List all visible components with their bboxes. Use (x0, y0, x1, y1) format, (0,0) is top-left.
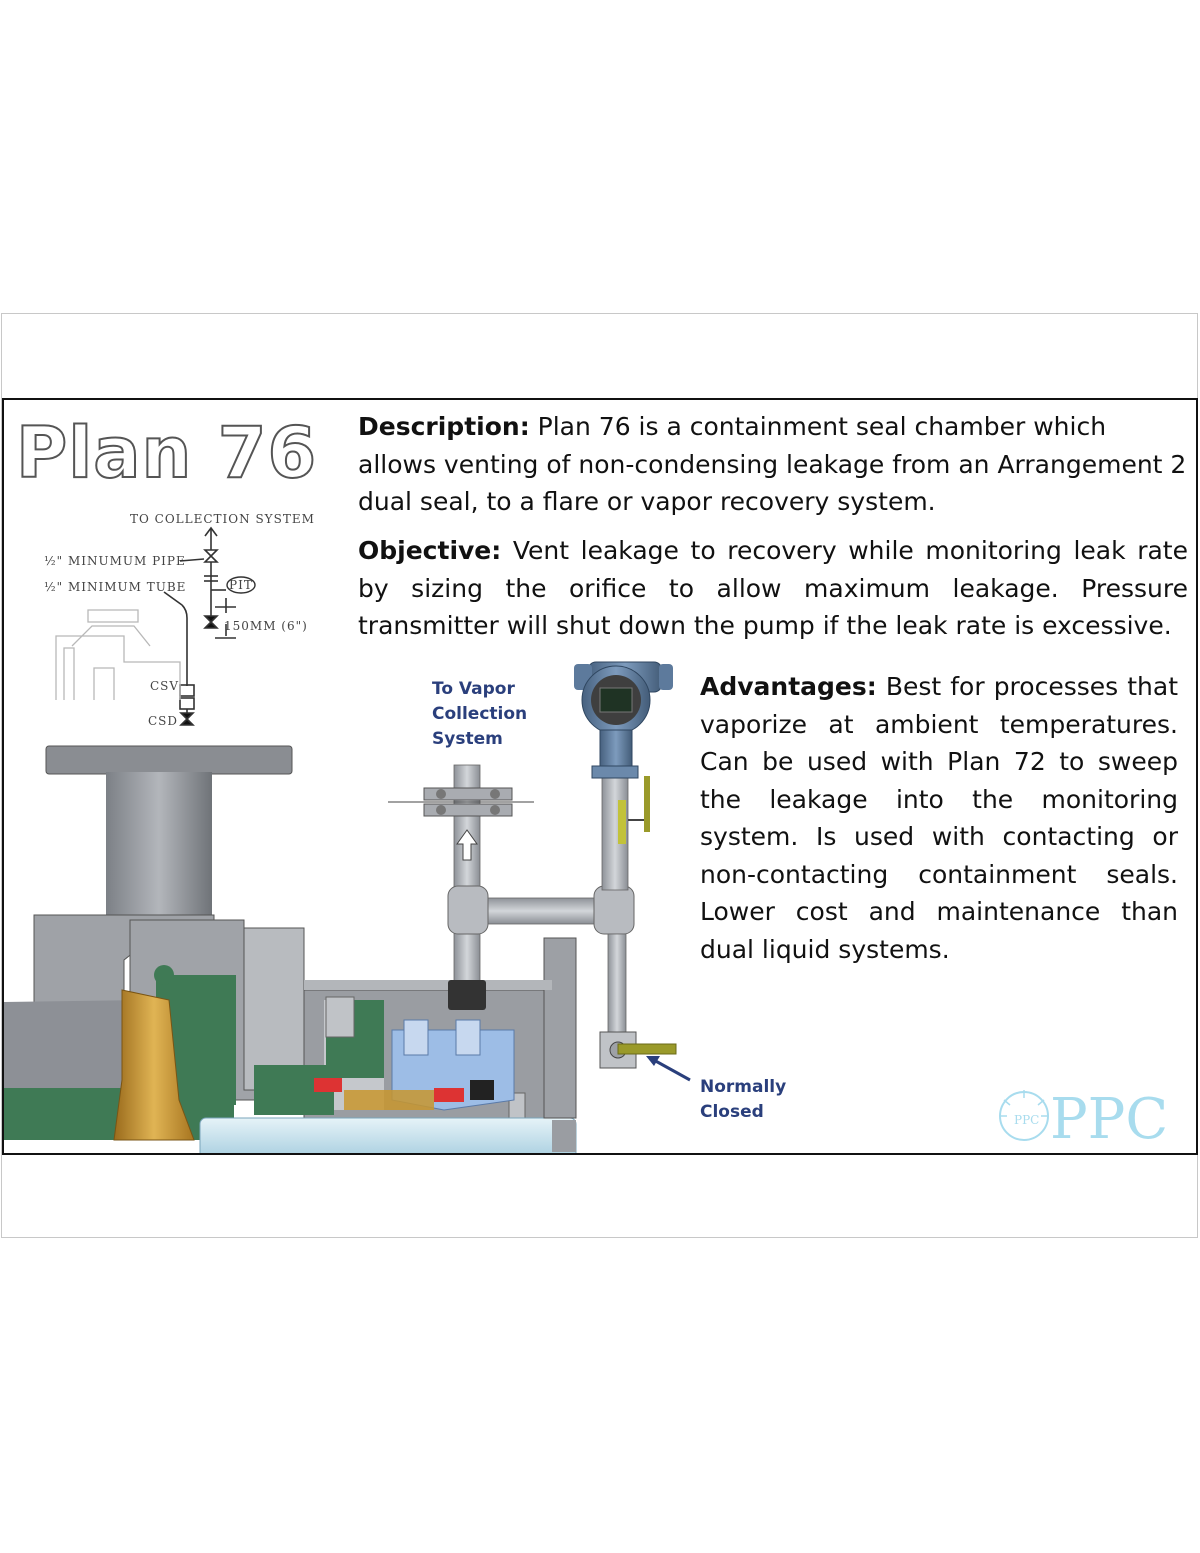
advantages-text: Best for processes that vaporize at ambient temperatures. Can be used with Plan 72 to sweep the leakage into the monitoring system. Is used with contacting or non-contacting containment seals. Lower cost and maintenance than dual liquid systems. (700, 672, 1178, 964)
piping-schematic (44, 512, 315, 728)
description-label: Description: (358, 412, 530, 441)
schematic-dimension-label: 150MM (6") (224, 619, 308, 633)
schematic-min-tube-label: ½" MINIMUM TUBE (44, 580, 187, 594)
plan76-illustration (4, 400, 1196, 1153)
slide-title: Plan 76 (16, 412, 318, 494)
schematic-csv-label: CSV (150, 679, 180, 693)
slide (2, 398, 1198, 1155)
pressure-transmitter (574, 662, 673, 778)
ppc-logo-text: PPC (1050, 1087, 1169, 1152)
ppc-logo (1000, 1087, 1168, 1152)
vapor-callout-line-3: System (432, 729, 503, 749)
description-text: Plan 76 is a containment seal chamber which allows venting of non-condensing leakage from an Arrangement 2 dual seal, to a flare or vapor recovery system. (358, 412, 1187, 516)
advantages-label: Advantages: (700, 672, 877, 701)
vapor-callout-line-1: To Vapor (432, 679, 515, 699)
objective-label: Objective: (358, 536, 502, 565)
schematic-to-collection-label: TO COLLECTION SYSTEM (130, 512, 315, 526)
normally-closed-callout-line-2: Closed (700, 1102, 764, 1122)
ppc-logo-seal-text: PPC (1014, 1113, 1040, 1127)
normally-closed-callout-line-1: Normally (700, 1077, 787, 1097)
objective-text: Vent leakage to recovery while monitoring leak rate by sizing the orifice to allow maximum leakage. Pressure transmitter will shut down the pump if the leak rate is excessive. (358, 536, 1188, 640)
schematic-min-pipe-label: ½" MINUMUM PIPE (44, 554, 186, 568)
vapor-callout-line-2: Collection (432, 704, 528, 724)
schematic-csd-label: CSD (148, 714, 179, 728)
schematic-pit-label: PIT (229, 578, 253, 592)
